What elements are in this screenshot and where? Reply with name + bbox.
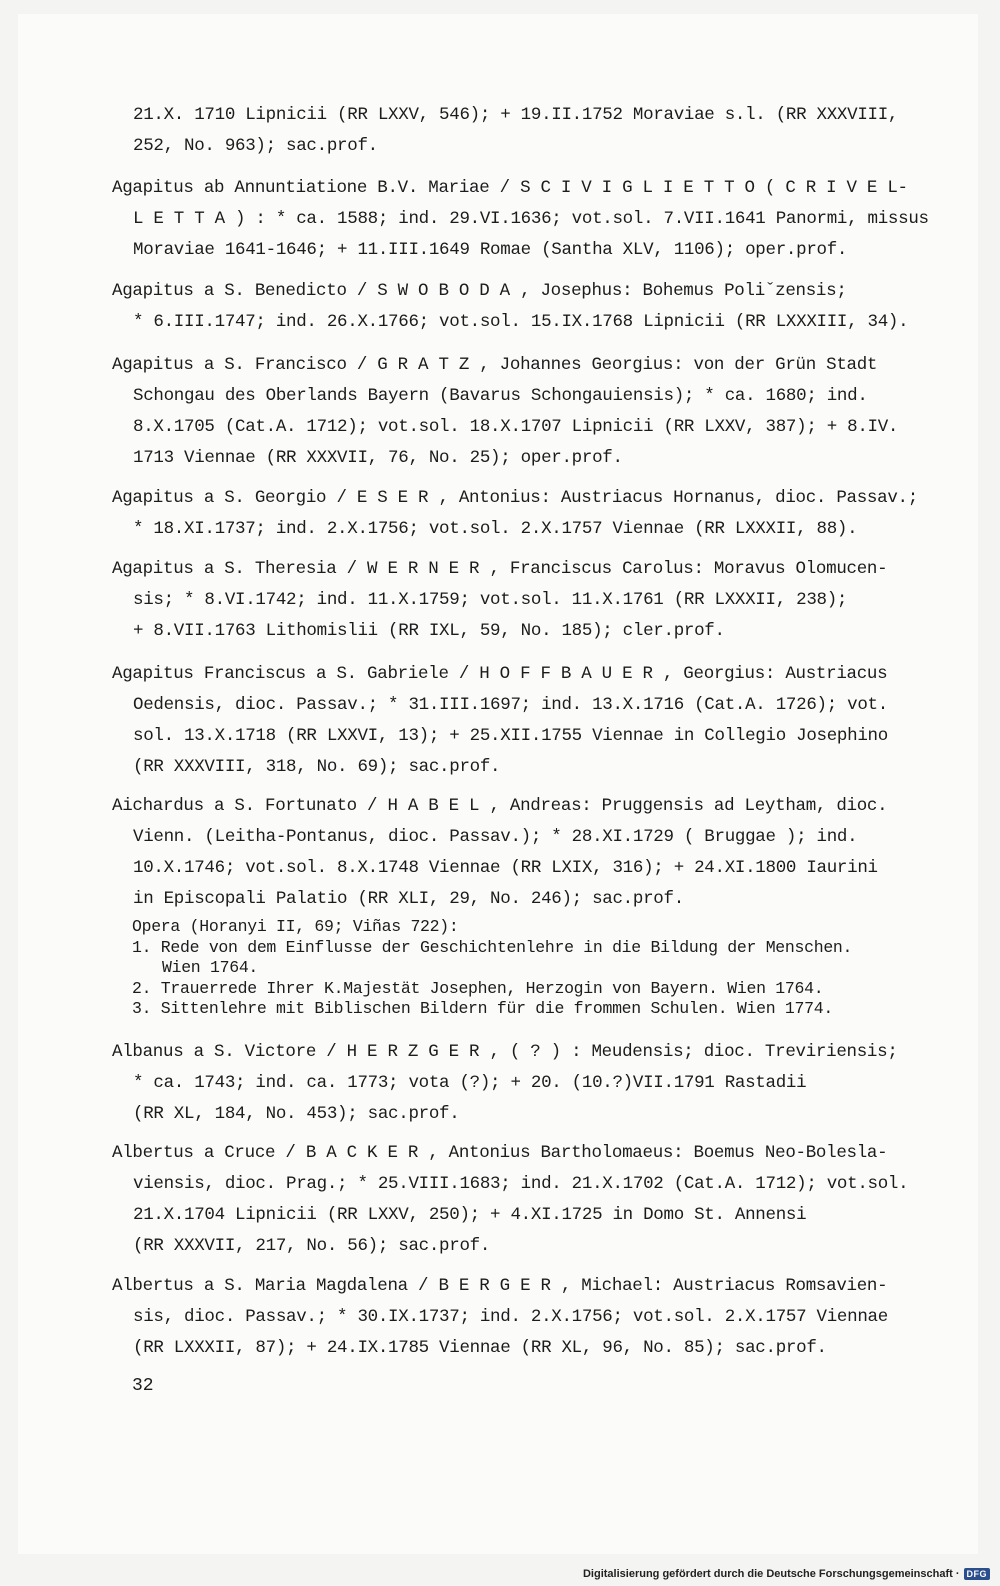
entry-albanus-victore	[112, 1037, 932, 1130]
opera-item: 1. Rede von dem Einflusse der Geschichtenlehre in die Bildung der Menschen.	[132, 937, 853, 957]
entry-line: Agapitus Franciscus a S. Gabriele / H O F F B A U E R , Georgius: Austriacus	[112, 664, 888, 684]
entry-line: (RR XL, 184, No. 453); sac.prof.	[133, 1104, 460, 1124]
entry-line: Agapitus a S. Francisco / G R A T Z , Johannes Georgius: von der Grün Stadt	[112, 355, 878, 375]
entry-line: 8.X.1705 (Cat.A. 1712); vot.sol. 18.X.1707 Lipnicii (RR LXXV, 387); + 8.IV.	[133, 417, 899, 437]
entry-line: sis; * 8.VI.1742; ind. 11.X.1759; vot.sol. 11.X.1761 (RR LXXXII, 238);	[133, 590, 848, 610]
entry-line: sis, dioc. Passav.; * 30.IX.1737; ind. 2.X.1756; vot.sol. 2.X.1757 Viennae	[133, 1307, 888, 1327]
entry-albertus-cruce	[112, 1138, 932, 1262]
entry-line: sol. 13.X.1718 (RR LXXVI, 13); + 25.XII.1755 Viennae in Collegio Josephino	[133, 726, 888, 746]
entry-line: Albertus a S. Maria Magdalena / B E R G E R , Michael: Austriacus Romsavien-	[112, 1276, 888, 1296]
entry-line: Agapitus a S. Theresia / W E R N E R , Franciscus Carolus: Moravus Olomucen-	[112, 559, 888, 579]
entry-line: viensis, dioc. Prag.; * 25.VIII.1683; ind. 21.X.1702 (Cat.A. 1712); vot.sol.	[133, 1174, 909, 1194]
entry-line: Schongau des Oberlands Bayern (Bavarus Schongauiensis); * ca. 1680; ind.	[133, 386, 868, 406]
entry-line: 21.X.1704 Lipnicii (RR LXXV, 250); + 4.XI.1725 in Domo St. Annensi	[133, 1205, 807, 1225]
dfg-logo: DFG	[964, 1568, 991, 1580]
entry-line: 252, No. 963); sac.prof.	[133, 136, 378, 156]
opera-heading: Opera (Horanyi II, 69; Viñas 722):	[132, 917, 459, 936]
entry-line: in Episcopali Palatio (RR XLI, 29, No. 246); sac.prof.	[133, 889, 684, 909]
entry-line: Oedensis, dioc. Passav.; * 31.III.1697; ind. 13.X.1716 (Cat.A. 1726); vot.	[133, 695, 888, 715]
entry-agapitus-gabriele	[112, 659, 932, 783]
opera-list	[132, 917, 932, 1020]
entry-line: Agapitus a S. Benedicto / S W O B O D A , Josephus: Bohemus Poliˇzensis;	[112, 281, 847, 301]
entry-continuation	[112, 100, 932, 162]
entry-line: * ca. 1743; ind. ca. 1773; vota (?); + 20. (10.?)VII.1791 Rastadii	[133, 1073, 807, 1093]
entry-agapitus-annuntiatione	[112, 173, 932, 266]
page-number: 32	[132, 1376, 154, 1396]
entry-agapitus-benedicto	[112, 276, 932, 338]
entry-line: 1713 Viennae (RR XXXVII, 76, No. 25); oper.prof.	[133, 448, 623, 468]
entry-line: * 18.XI.1737; ind. 2.X.1756; vot.sol. 2.X.1757 Viennae (RR LXXXII, 88).	[133, 519, 858, 539]
entry-line: Agapitus ab Annuntiatione B.V. Mariae / S C I V I G L I E T T O ( C R I V E L-	[112, 178, 908, 198]
entry-line: 10.X.1746; vot.sol. 8.X.1748 Viennae (RR LXIX, 316); + 24.XI.1800 Iaurini	[133, 858, 878, 878]
entry-line: * 6.III.1747; ind. 26.X.1766; vot.sol. 15.IX.1768 Lipnicii (RR LXXXIII, 34).	[133, 312, 909, 332]
entry-line: Aichardus a S. Fortunato / H A B E L , Andreas: Pruggensis ad Leytham, dioc.	[112, 796, 888, 816]
opera-item: 2. Trauerrede Ihrer K.Majestät Josephen, Herzogin von Bayern. Wien 1764.	[132, 978, 824, 998]
entry-line: (RR LXXXII, 87); + 24.IX.1785 Viennae (RR XL, 96, No. 85); sac.prof.	[133, 1338, 827, 1358]
entry-line: Albertus a Cruce / B A C K E R , Antonius Bartholomaeus: Boemus Neo-Bolesla-	[112, 1143, 888, 1163]
opera-item: Wien 1764.	[162, 958, 259, 977]
entry-line: (RR XXXVIII, 318, No. 69); sac.prof.	[133, 757, 501, 777]
entry-line: Vienn. (Leitha-Pontanus, dioc. Passav.); * 28.XI.1729 ( Bruggae ); ind.	[133, 827, 858, 847]
entry-albertus-magdalena	[112, 1271, 932, 1364]
entry-line: 21.X. 1710 Lipnicii (RR LXXV, 546); + 19.II.1752 Moraviae s.l. (RR XXXVIII,	[133, 105, 899, 125]
entry-line: (RR XXXVII, 217, No. 56); sac.prof.	[133, 1236, 491, 1256]
entry-line: + 8.VII.1763 Lithomislii (RR IXL, 59, No. 185); cler.prof.	[133, 621, 725, 641]
entry-line: Agapitus a S. Georgio / E S E R , Antonius: Austriacus Hornanus, dioc. Passav.;	[112, 488, 918, 508]
entry-agapitus-francisco	[112, 350, 932, 474]
opera-item: 3. Sittenlehre mit Biblischen Bildern für die frommen Schulen. Wien 1774.	[132, 999, 833, 1018]
entry-line: Albanus a S. Victore / H E R Z G E R , ( ? ) : Meudensis; dioc. Treviriensis;	[112, 1042, 898, 1062]
footer-credit	[583, 1568, 990, 1580]
entry-agapitus-georgio	[112, 483, 932, 545]
entry-line: Moraviae 1641-1646; + 11.III.1649 Romae (Santha XLV, 1106); oper.prof.	[133, 240, 848, 260]
entry-line: L E T T A ) : * ca. 1588; ind. 29.VI.1636; vot.sol. 7.VII.1641 Panormi, missus	[133, 209, 929, 229]
entry-agapitus-theresia	[112, 554, 932, 647]
entry-aichardus-fortunato	[112, 791, 932, 915]
footer-text: Digitalisierung gefördert durch die Deutsche Forschungsgemeinschaft ·	[582, 1568, 960, 1580]
